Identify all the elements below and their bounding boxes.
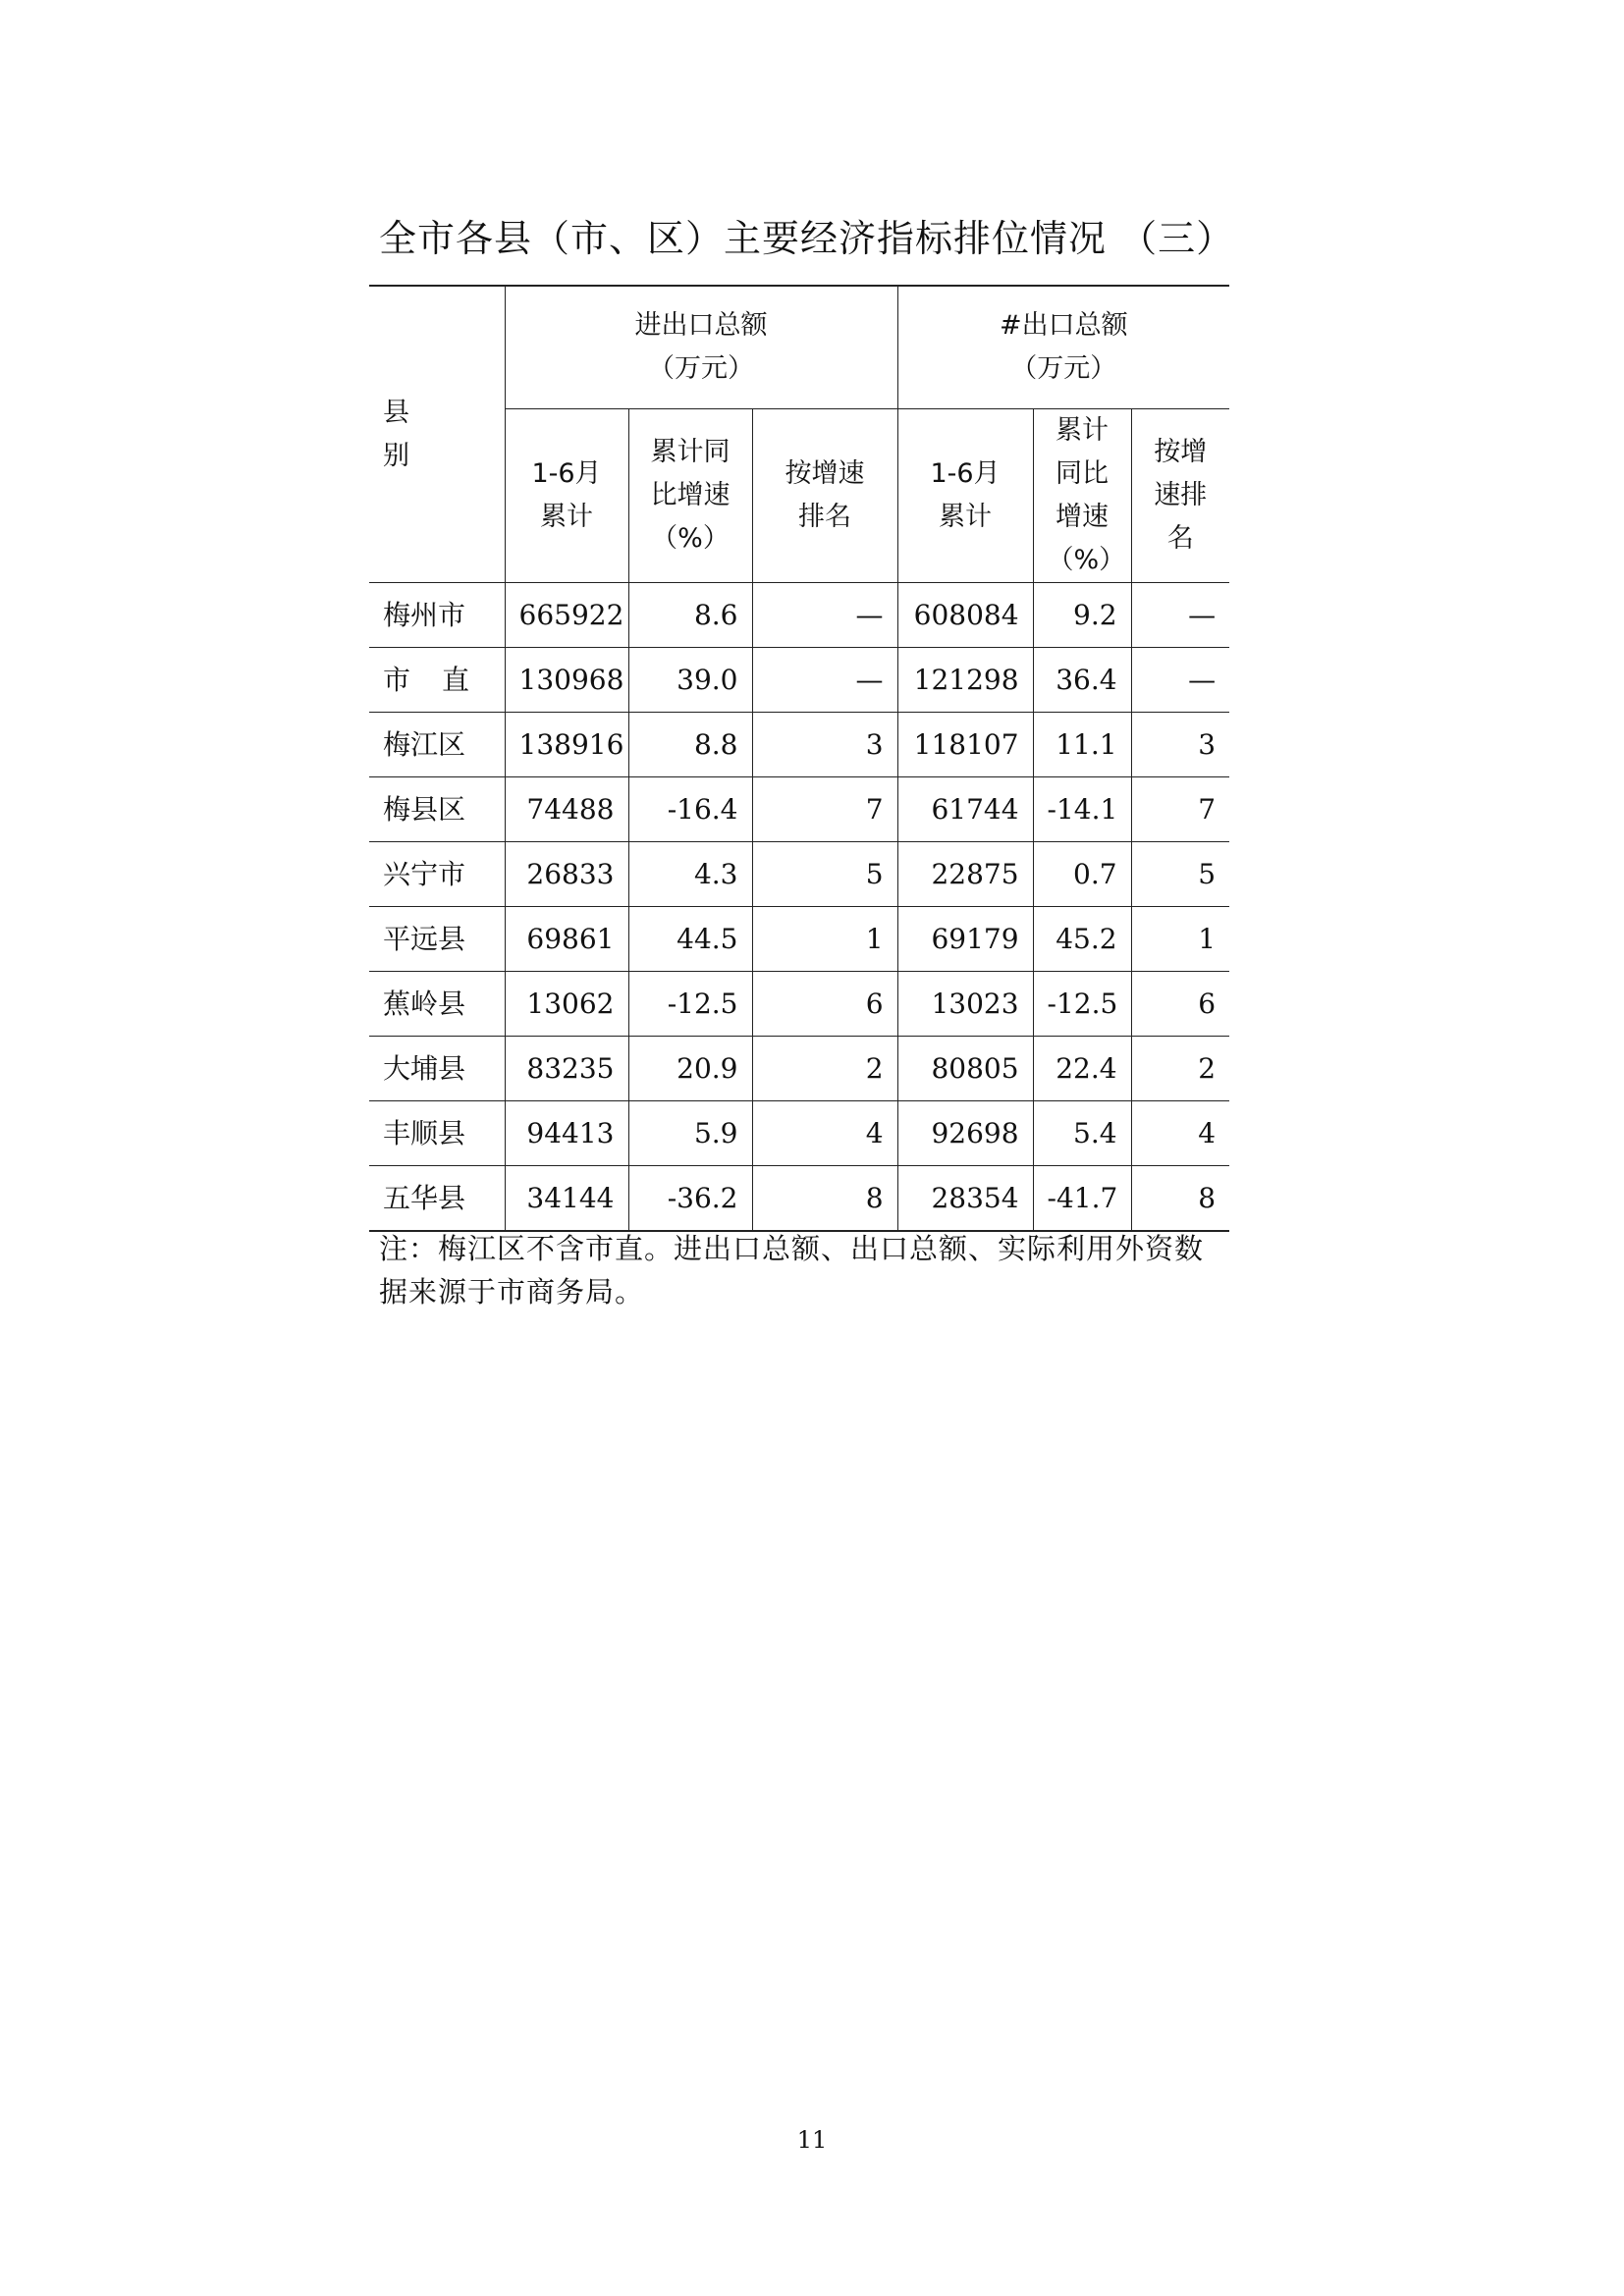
ex-growth-value: 45.2	[1033, 907, 1131, 972]
county-name: 蕉岭县	[369, 972, 505, 1037]
ie-rank-value: 2	[752, 1037, 897, 1101]
county-name: 兴宁市	[369, 842, 505, 907]
ie-cumulative-value: 94413	[505, 1101, 628, 1166]
ie-rank-value: 4	[752, 1101, 897, 1166]
ie-rank-value: 8	[752, 1166, 897, 1232]
ie-growth-value: 5.9	[628, 1101, 752, 1166]
table-row	[369, 1101, 1229, 1166]
import-export-total-header: 进出口总额 （万元）	[505, 286, 897, 409]
ex-rank-header: 按增 速排 名	[1131, 409, 1229, 583]
ex-rank-value: —	[1131, 583, 1229, 648]
ie-cumulative-value: 69861	[505, 907, 628, 972]
ex-rank-value: 1	[1131, 907, 1229, 972]
table-row	[369, 842, 1229, 907]
county-name: 梅江区	[369, 713, 505, 777]
ex-cumulative-value: 608084	[897, 583, 1033, 648]
indicator-table	[369, 285, 1229, 1232]
ex-growth-value: 11.1	[1033, 713, 1131, 777]
ex-growth-value: 36.4	[1033, 648, 1131, 713]
ie-growth-value: 4.3	[628, 842, 752, 907]
ex-rank-value: 4	[1131, 1101, 1229, 1166]
ex-cumulative-header: 1-6月 累计	[897, 409, 1033, 583]
export-total-header: #出口总额 （万元）	[897, 286, 1229, 409]
ie-rank-value: 7	[752, 777, 897, 842]
ie-growth-value: 8.8	[628, 713, 752, 777]
ex-growth-header: 累计 同比 增速 （%）	[1033, 409, 1131, 583]
footnote: 注：梅江区不含市直。进出口总额、出口总额、实际利用外资数据来源于市商务局。	[379, 1232, 1205, 1308]
ex-rank-value: 8	[1131, 1166, 1229, 1232]
ie-cumulative-value: 665922	[505, 583, 628, 648]
ex-rank-value: 3	[1131, 713, 1229, 777]
ex-growth-value: -41.7	[1033, 1166, 1131, 1232]
ex-rank-value: 5	[1131, 842, 1229, 907]
ie-cumulative-value: 26833	[505, 842, 628, 907]
ex-cumulative-value: 13023	[897, 972, 1033, 1037]
page-number: 11	[796, 2126, 828, 2154]
ie-cumulative-value: 13062	[505, 972, 628, 1037]
ie-cumulative-header: 1-6月 累计	[505, 409, 628, 583]
ex-growth-value: 5.4	[1033, 1101, 1131, 1166]
county-column-header: 县别	[369, 286, 505, 583]
table-row	[369, 713, 1229, 777]
table-row	[369, 648, 1229, 713]
ie-growth-value: -12.5	[628, 972, 752, 1037]
ex-cumulative-value: 92698	[897, 1101, 1033, 1166]
ie-rank-value: 6	[752, 972, 897, 1037]
ie-rank-value: 3	[752, 713, 897, 777]
ie-growth-value: -16.4	[628, 777, 752, 842]
county-name: 平远县	[369, 907, 505, 972]
ex-cumulative-value: 69179	[897, 907, 1033, 972]
ex-growth-value: 9.2	[1033, 583, 1131, 648]
ex-cumulative-value: 22875	[897, 842, 1033, 907]
ie-growth-header: 累计同 比增速 （%）	[628, 409, 752, 583]
ie-growth-value: 39.0	[628, 648, 752, 713]
ex-rank-value: —	[1131, 648, 1229, 713]
table-row	[369, 1166, 1229, 1232]
ex-rank-value: 7	[1131, 777, 1229, 842]
ie-growth-value: 44.5	[628, 907, 752, 972]
ex-cumulative-value: 61744	[897, 777, 1033, 842]
ie-rank-value: —	[752, 648, 897, 713]
ex-growth-value: 0.7	[1033, 842, 1131, 907]
ie-cumulative-value: 83235	[505, 1037, 628, 1101]
ie-growth-value: 20.9	[628, 1037, 752, 1101]
county-name: 大埔县	[369, 1037, 505, 1101]
ie-growth-value: 8.6	[628, 583, 752, 648]
ex-cumulative-value: 80805	[897, 1037, 1033, 1101]
ie-rank-value: 1	[752, 907, 897, 972]
table-row	[369, 777, 1229, 842]
ex-growth-value: 22.4	[1033, 1037, 1131, 1101]
ie-growth-value: -36.2	[628, 1166, 752, 1232]
ex-rank-value: 6	[1131, 972, 1229, 1037]
ie-rank-header: 按增速 排名	[752, 409, 897, 583]
ie-rank-value: 5	[752, 842, 897, 907]
ie-cumulative-value: 130968	[505, 648, 628, 713]
ie-cumulative-value: 138916	[505, 713, 628, 777]
table-row	[369, 972, 1229, 1037]
table-row	[369, 1037, 1229, 1101]
county-name: 梅州市	[369, 583, 505, 648]
ex-rank-value: 2	[1131, 1037, 1229, 1101]
table-row	[369, 583, 1229, 648]
ie-cumulative-value: 74488	[505, 777, 628, 842]
table-body	[369, 583, 1229, 1232]
county-name: 市直	[369, 648, 505, 713]
ex-growth-value: -12.5	[1033, 972, 1131, 1037]
ex-growth-value: -14.1	[1033, 777, 1131, 842]
ex-cumulative-value: 121298	[897, 648, 1033, 713]
county-name: 五华县	[369, 1166, 505, 1232]
table-row	[369, 907, 1229, 972]
county-name: 丰顺县	[369, 1101, 505, 1166]
ex-cumulative-value: 118107	[897, 713, 1033, 777]
ie-rank-value: —	[752, 583, 897, 648]
page-title: 全市各县（市、区）主要经济指标排位情况 （三）	[379, 217, 1235, 260]
ex-cumulative-value: 28354	[897, 1166, 1033, 1232]
county-name: 梅县区	[369, 777, 505, 842]
ie-cumulative-value: 34144	[505, 1166, 628, 1232]
